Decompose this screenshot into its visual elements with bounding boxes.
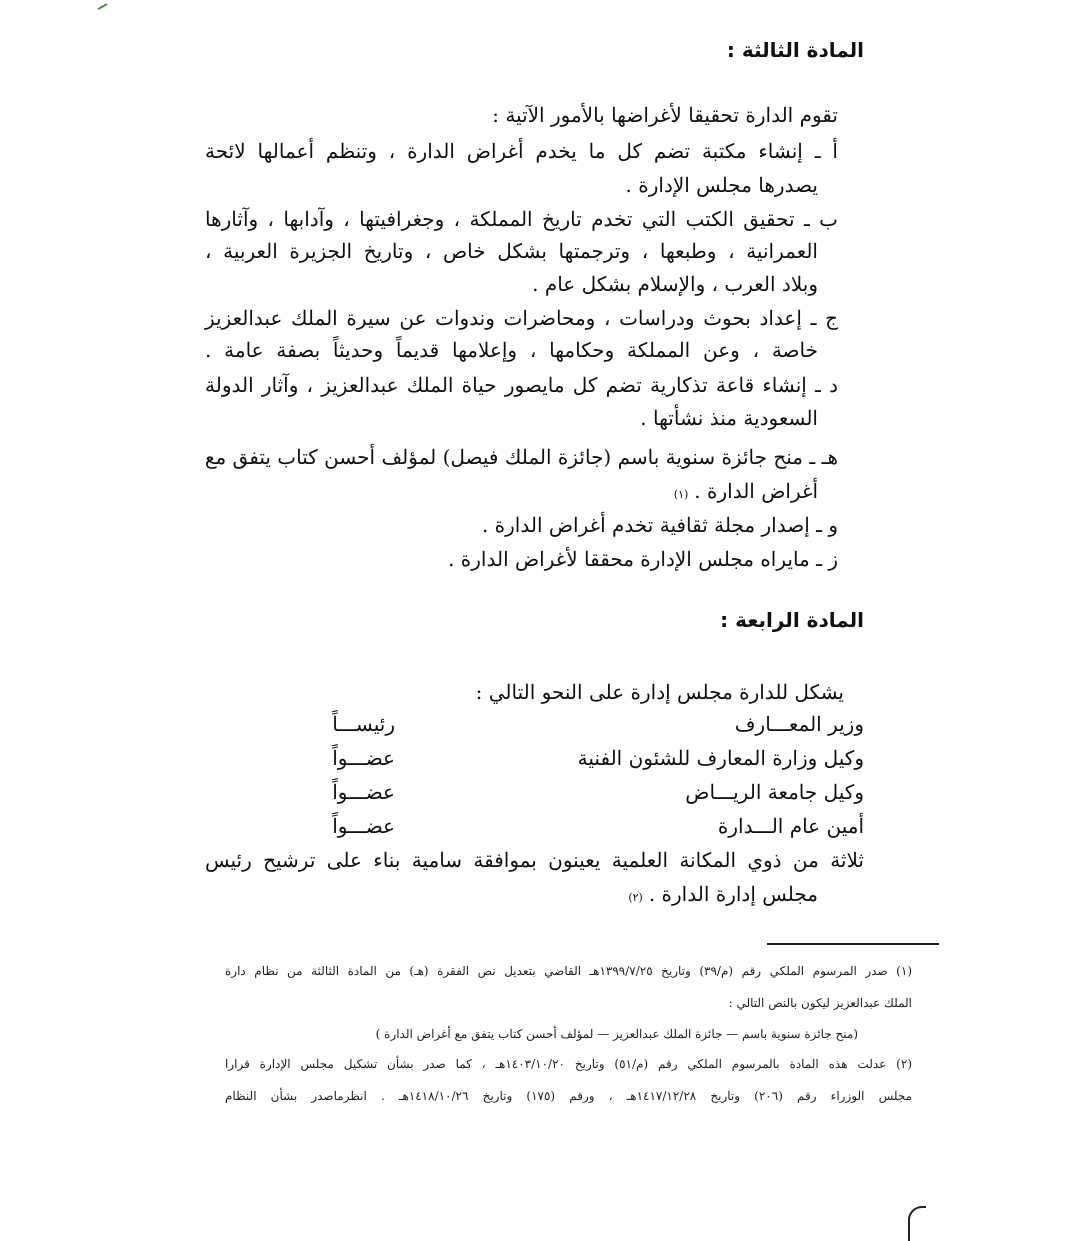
footnote-2-line-2: مجلس الوزراء رقم (٢٠٦) وتاريخ ١٤١٧/١٢/٢٨هـ ، ورقم (١٧٥) وتاريخ ١٤١٨/١٠/٢٦هـ . انظرماصدر بشأن النظام <box>225 1089 913 1103</box>
closing-line-1: ثلاثة من ذوي المكانة العلمية يعينون بموافقة سامية بناء على ترشيح رئيس <box>205 848 864 872</box>
item-b-line-3: وبلاد العرب ، والإسلام بشكل عام . <box>532 272 818 296</box>
article-3-heading: المادة الثالثة : <box>726 38 864 62</box>
item-f-line-1: و ـ إصدار مجلة ثقافية تخدم أغراض الدارة . <box>481 513 838 537</box>
item-c-line-2: خاصة ، وعن المملكة وحكامها ، وإعلامها قديماً وحديثاً بصفة عامة . <box>205 338 818 362</box>
member-position-3: وكيل جامعة الريـــاض <box>685 780 864 804</box>
item-e-text: أغراض الدارة . <box>694 479 818 503</box>
footnote-ref-2: (٢) <box>628 891 643 904</box>
member-position-2: وكيل وزارة المعارف للشئون الفنية <box>577 746 864 770</box>
member-role-1: رئيســـاً <box>332 712 395 736</box>
item-d-line-1: د ـ إنشاء قاعة تذكارية تضم كل مايصور حياة الملك عبدالعزيز ، وآثار الدولة <box>205 373 838 397</box>
item-b-line-2: العمرانية ، وطبعها ، وترجمتها بشكل خاص ، وتاريخ الجزيرة العربية ، <box>205 239 818 263</box>
item-b-line-1: ب ـ تحقيق الكتب التي تخدم تاريخ المملكة ، وجغرافيتها ، وآدابها ، وآثارها <box>205 207 838 231</box>
footnote-separator <box>767 943 939 945</box>
footnote-1-line-2: الملك عبدالعزيز ليكون بالنص التالي : <box>728 996 912 1010</box>
footnote-1-line-3: (منح جائزة سنوية باسم — جائزة الملك عبدالعزيز — لمؤلف أحسن كتاب يتفق مع أغراض الدارة ) <box>375 1027 858 1041</box>
member-role-3: عضـــواً <box>332 780 395 804</box>
item-e-line-2 <box>674 476 818 510</box>
member-role-2: عضـــواً <box>332 746 395 770</box>
footnote-1-line-1: (١) صدر المرسوم الملكي رقم (م/٣٩) وتاريخ ١٣٩٩/٧/٢٥هـ القاضي بتعديل نص الفقرة (هـ) من المادة الثالثة من نظام دارة <box>225 964 912 978</box>
item-a-line-1: أ ـ إنشاء مكتبة تضم كل ما يخدم أغراض الدارة ، وتنظم أعمالها لائحة <box>205 139 838 163</box>
closing-text: مجلس إدارة الدارة . <box>648 882 818 906</box>
scan-mark <box>95 0 108 10</box>
item-g-line-1: ز ـ مايراه مجلس الإدارة محققا لأغراض الدارة . <box>448 547 838 571</box>
member-position-1: وزير المعـــارف <box>734 712 864 736</box>
member-position-4: أمين عام الـــدارة <box>717 814 864 838</box>
item-e-line-1: هـ ـ منح جائزة سنوية باسم (جائزة الملك فيصل) لمؤلف أحسن كتاب يتفق مع <box>204 445 838 469</box>
item-a-line-2: يصدرها مجلس الإدارة . <box>625 173 818 197</box>
page-corner-mark <box>908 1206 926 1241</box>
footnote-2-line-1: (٢) عدلت هذه المادة بالمرسوم الملكي رقم (م/٥١) وتاريخ ١٤٠٣/١٠/٢٠هـ ، كما صدر بشأن تشكيل مجلس الإدارة قرارا <box>225 1057 912 1071</box>
footnote-ref-1: (١) <box>673 488 689 501</box>
article-3-intro: تقوم الدارة تحقيقا لأغراضها بالأمور الآتية : <box>492 103 838 127</box>
member-role-4: عضـــواً <box>332 814 395 838</box>
article-4-intro: يشكل للدارة مجلس إدارة على النحو التالي : <box>475 680 844 704</box>
item-d-line-2: السعودية منذ نشأتها . <box>640 406 818 430</box>
article-4-heading: المادة الرابعة : <box>720 608 864 632</box>
closing-line-2 <box>628 879 818 913</box>
item-c-line-1: ج ـ إعداد بحوث ودراسات ، ومحاضرات وندوات عن سيرة الملك عبدالعزيز <box>205 306 838 330</box>
